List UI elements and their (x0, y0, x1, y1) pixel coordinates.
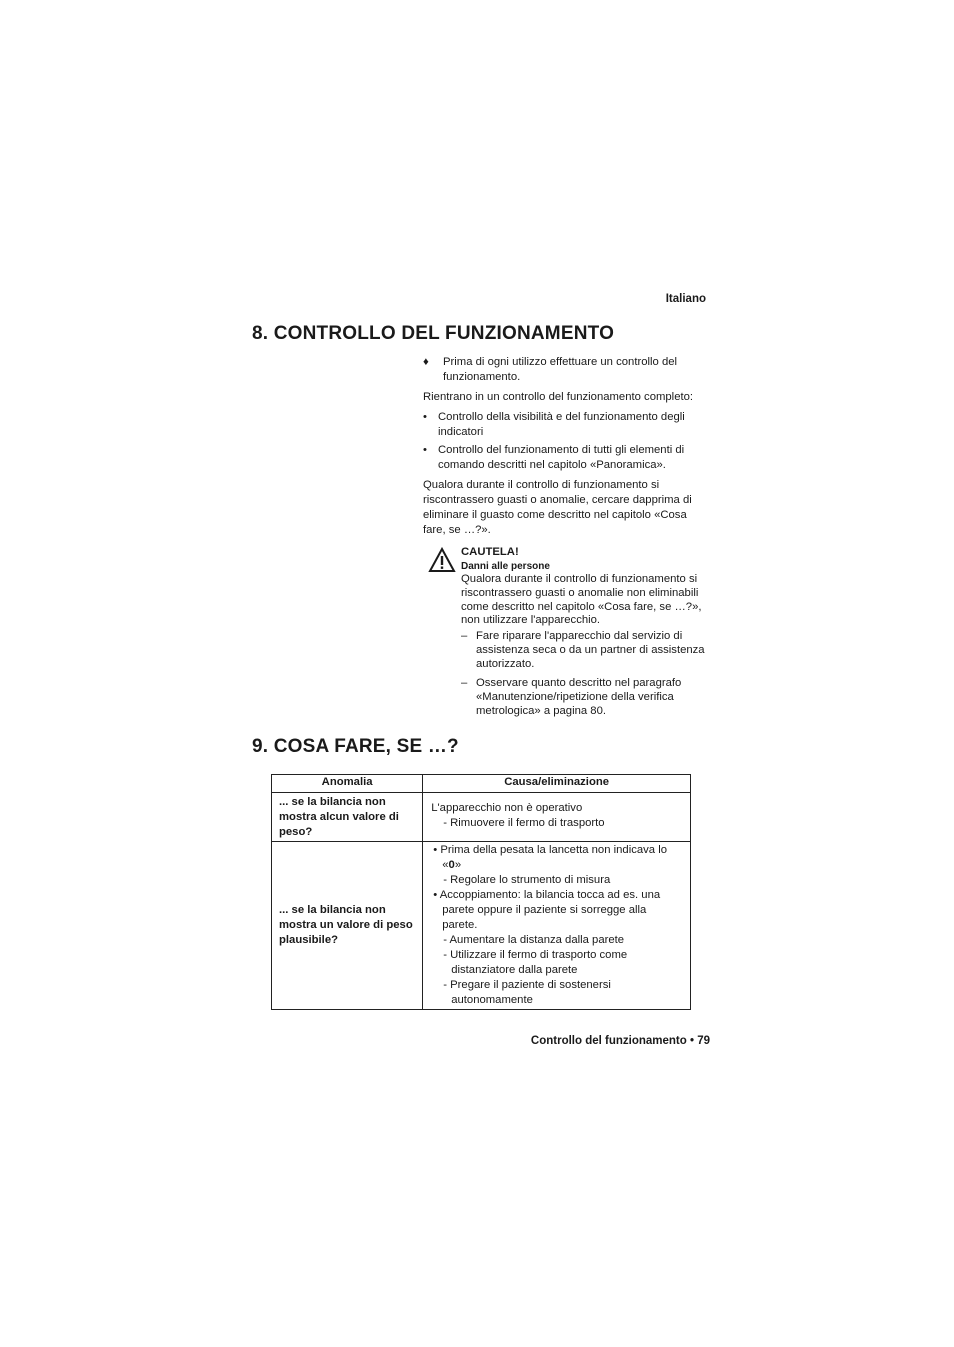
list-item-text: Controllo del funzionamento di tutti gli elementi di comando descritti nel capitolo «Panoramica». (438, 444, 685, 471)
bullet-icon: • (433, 844, 441, 856)
cause-text: Aumentare la distanza dalla parete (449, 934, 625, 946)
lead-instruction (423, 355, 713, 387)
cause-lines (424, 843, 689, 1008)
cause-text: Regolare lo strumento di misura (450, 874, 611, 886)
dash-bullet-icon: - (443, 949, 451, 961)
cause-line (424, 843, 689, 858)
cause-text: autonomamente (451, 994, 533, 1006)
cause-text: » (454, 859, 462, 871)
cause-text: parete. (442, 919, 478, 931)
cause-line (424, 816, 689, 831)
anomaly-cell (272, 842, 423, 1010)
list-item-text: Controllo della visibilità e del funzionamento degli indicatori (438, 411, 685, 438)
table-header-row (272, 775, 691, 793)
cause-text: Prima della pesata la lancetta non indicava lo (440, 844, 668, 856)
warning-list-item (461, 630, 716, 672)
warning-text: Qualora durante il controllo di funzionamento si riscontrassero guasti o anomalie non eliminabili come descritto nel capitolo «Cosa fare, se …?», non utilizzare l'apparecchio. (461, 573, 702, 627)
dash-bullet-icon: - (443, 979, 451, 991)
cause-line (424, 948, 689, 963)
cause-text: Accoppiamento: la bilancia tocca ad es. una (439, 889, 661, 901)
column-header-cause: Causa/eliminazione (423, 775, 691, 793)
warning-triangle-icon (428, 547, 456, 573)
cause-text: « (442, 859, 449, 871)
language-label: Italiano (665, 293, 706, 305)
bullet-icon: • (423, 444, 427, 456)
table-row (272, 793, 691, 842)
anomaly-cell (272, 793, 423, 842)
cause-text: Pregare il paziente di sostenersi (450, 979, 611, 991)
dash-bullet-icon: – (461, 630, 468, 642)
cause-text: distanziatore dalla parete (451, 964, 578, 976)
cause-cell (423, 793, 691, 842)
warning-subtitle: Danni alle persone (461, 561, 550, 572)
dash-bullet-icon: - (443, 874, 451, 886)
anomaly-text: ... se la bilancia non mostra un valore di peso plausibile? (279, 904, 413, 946)
list-item (423, 443, 713, 475)
warning-list-item-text: Osservare quanto descritto nel paragrafo «Manutenzione/ripetizione della verifica metrologica» a pagina 80. (476, 677, 682, 717)
dash-bullet-icon: - (443, 817, 451, 829)
section-8-heading: 8. CONTROLLO DEL FUNZIONAMENTO (252, 323, 615, 344)
cause-text: L'apparecchio non è operativo (431, 802, 583, 814)
bullet-icon: • (423, 411, 427, 423)
section-9-heading: 9. COSA FARE, SE …? (252, 736, 459, 757)
cause-line (424, 918, 689, 933)
table-row (272, 842, 691, 1010)
cause-text: parete oppure il paziente si sorregge alla (442, 904, 647, 916)
cause-line (424, 903, 689, 918)
anomaly-text: ... se la bilancia non mostra alcun valore di peso? (279, 796, 399, 838)
cause-line (424, 873, 689, 888)
diamond-bullet-icon: ♦ (423, 356, 429, 368)
intro-text: Rientrano in un controllo del funzionamento completo: (423, 391, 694, 403)
cause-line (424, 978, 689, 993)
column-header-anomaly: Anomalia (272, 775, 423, 793)
troubleshooting-paragraph: Qualora durante il controllo di funzionamento si riscontrassero guasti o anomalie, cercare dapprima di eliminare il guasto come descritto nel capitolo «Cosa fare, se …?». (423, 479, 692, 536)
troubleshooting-table (271, 774, 691, 1010)
cause-line (424, 801, 689, 816)
dash-bullet-icon: – (461, 677, 468, 689)
cause-lines (424, 794, 689, 831)
cause-line (424, 888, 689, 903)
cause-text: Utilizzare il fermo di trasporto come (450, 949, 628, 961)
warning-list-item-text: Fare riparare l'apparecchio dal servizio di assistenza seca o da un partner di assistenza autorizzato. (476, 630, 705, 670)
cause-line (424, 993, 689, 1008)
cause-line (424, 933, 689, 948)
dash-bullet-icon: - (443, 934, 450, 946)
bullet-icon: • (433, 889, 440, 901)
warning-list-item (461, 677, 716, 719)
page-footer: Controllo del funzionamento • 79 (530, 1035, 710, 1047)
cause-text: Rimuovere il fermo di trasporto (450, 817, 605, 829)
warning-title: CAUTELA! (461, 546, 519, 558)
cause-line (424, 963, 689, 978)
list-item (423, 410, 713, 442)
lead-instruction-text: Prima di ogni utilizzo effettuare un controllo del funzionamento. (443, 356, 678, 383)
zero-value: 0 (448, 859, 455, 871)
cause-line (424, 858, 689, 873)
cause-cell (423, 842, 691, 1010)
